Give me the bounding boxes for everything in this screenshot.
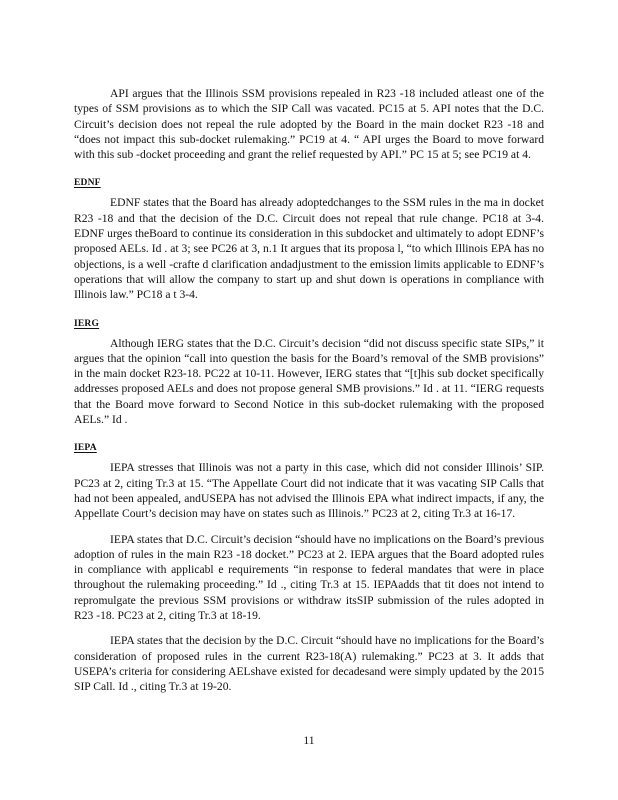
paragraph-iepa-1: IEPA stresses that Illinois was not a party in this case, which did not consider Illinois’ SIP. PC23 at 2, citing Tr.3 at 15. “The Appellate Court did not indicate that it was vacating SIP Calls that had not been appealed, andUSEPA has not advised the Illinois EPA what indirect impacts, if any, the Appellate Court’s decision may have on states such as Illinois.” PC23 at 2, citing Tr.3 at 16-17. [74,461,544,521]
page-body [74,86,544,695]
paragraph-ednf: EDNF states that the Board has already adoptedchanges to the SSM rules in the ma in docket R23 -18 and that the decision of the D.C. Circuit does not repeal that rule change. PC18 at 3-4. EDNF urges theBoard to continue its consideration in this subdocket and ultimately to adopt EDNF’s proposed AELs. Id . at 3; see PC26 at 3, n.1 It argues that its proposa l, “to which Illinois EPA has no objections, is a well -crafte d clarification andadjustment to the emission limits applicable to EDNF’s operations that will allow the company to start up and shut down is operations in compliance with Illinois law.” PC18 a t 3-4. [74,196,544,302]
heading-iepa: IEPA [74,443,97,454]
page-number: 11 [303,734,315,747]
paragraph-ierg: Although IERG states that the D.C. Circuit’s decision “did not discuss specific state SIPs,” it argues that the opinion “call into question the basis for the Board’s removal of the SMB provisions” in the main docket R23-18. PC22 at 10-11. However, IERG states that “[t]his sub docket specifically addresses proposed AELs and does not propose general SMB provisions.” Id . at 11. “IERG requests that the Board move forward to Second Notice in this sub-docket rulemaking with the proposed AELs.” Id . [74,336,544,427]
heading-ednf: EDNF [74,178,101,189]
paragraph-iepa-3: IEPA states that the decision by the D.C. Circuit “should have no implications for the Board’s consideration of proposed rules in the current R23-18(A) rulemaking.” PC23 at 3. It adds that USEPA’s criteria for considering AELshave existed for decadesand were simply updated by the 2015 SIP Call. Id ., citing Tr.3 at 19-20. [74,634,544,694]
paragraph-iepa-2: IEPA states that D.C. Circuit’s decision “should have no implications on the Board’s previous adoption of rules in the main R23 -18 docket.” PC23 at 2. IEPA argues that the Board adopted rules in compliance with applicabl e requirements “in response to federal mandates that were in place throughout the rulemaking proceeding.” Id ., citing Tr.3 at 15. IEPAadds that tit does not intend to repromulgate the previous SSM provisions or withdraw itsSIP submission of the rules adopted in R23 -18. PC23 at 2, citing Tr.3 at 18-19. [74,532,544,623]
paragraph-api: API argues that the Illinois SSM provisions repealed in R23 -18 included atleast one of the types of SSM provisions as to which the SIP Call was vacated. PC15 at 5. API notes that the D.C. Circuit’s decision does not repeal the rule adopted by the Board in the main docket R23 -18 and “does not impact this sub-docket rulemaking.” PC19 at 4. “ API urges the Board to move forward with this sub -docket proceeding and grant the relief requested by API.” PC 15 at 5; see PC19 at 4. [74,87,544,162]
heading-ierg: IERG [74,318,100,329]
